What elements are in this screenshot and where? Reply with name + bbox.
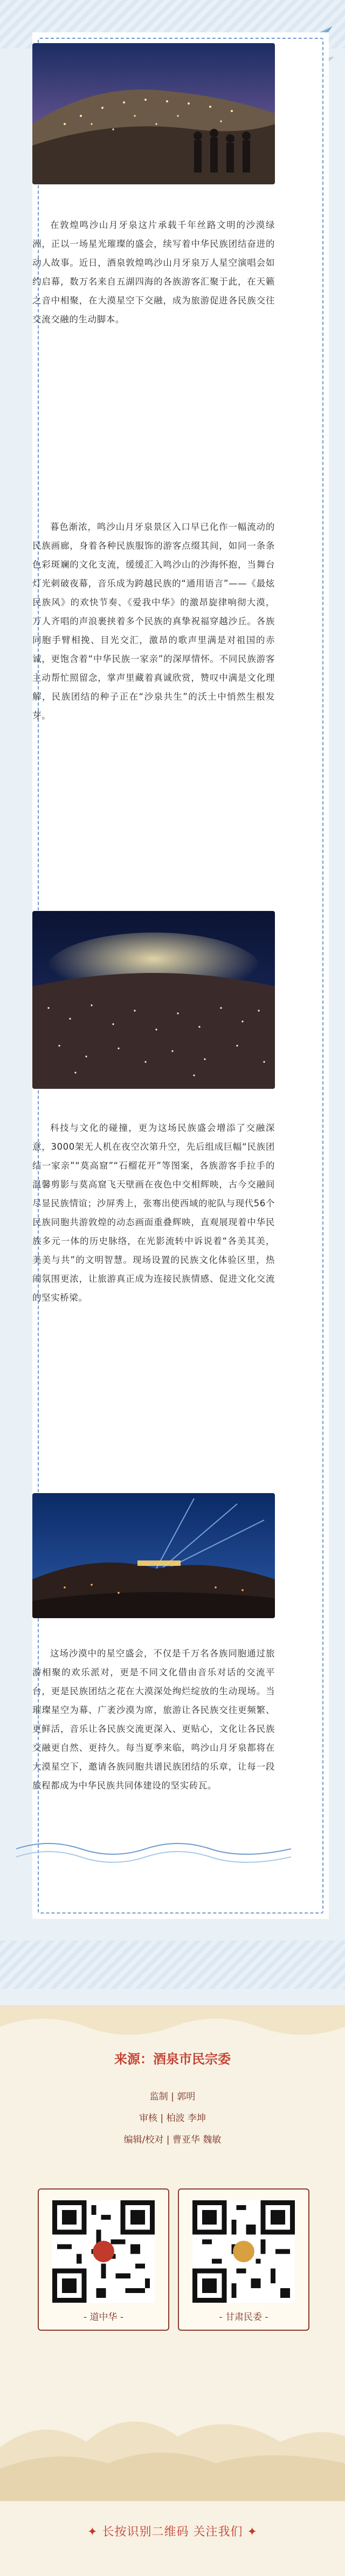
credit-reviewer: 审核 | 柏波 李坤 (139, 2113, 206, 2124)
article-paragraph-4: 这场沙漠中的星空盛会，不仅是千万名各族同胞通过旅游相聚的欢乐派对，更是不同文化借由音乐对话的交流平台，更是民族团结之花在大漠深处绚烂绽放的生动现场。当璀璨星空为幕、广袤沙漠为席，旅游让各民族交往更频繁、更鲜活，音乐让各民族交流更深入、更贴心，文化让各民族交融更自然、更持久。每当夏季来临，鸣沙山月牙泉都将在大漠星空下，邀请各族同胞共谱民族团结的乐章，让每一段旅程都成为中华民族共同体建设的坚实砖瓦。 (32, 1648, 275, 1791)
follow-us-prompt (0, 2523, 345, 2539)
footer-mountain-decoration (0, 2382, 345, 2501)
article-paragraph-1: 在敦煌鸣沙山月牙泉这片承载千年丝路文明的沙漠绿洲，正以一场星光璀璨的盛会，续写着中华民族团结奋进的动人故事。近日，酒泉敦煌鸣沙山月牙泉万人星空演唱会如约启幕，数万名来自五湖四海的各族游客汇聚于此，在天籁之音中相聚，在大漠星空下交融，成为旅游促进各民族交往交流交融的生动脚本。 (32, 220, 275, 324)
qr-code-icon (52, 2200, 155, 2303)
photo-dune-concert-dusk (32, 43, 275, 184)
qr-caption-daozhonghua: - 道中华 - (83, 2312, 124, 2323)
footer-section (0, 2005, 345, 2576)
ornament-right-icon: ✦ (243, 2525, 258, 2539)
footer-cloud-pattern (0, 2005, 345, 2038)
credits-block (0, 2086, 345, 2151)
ornament-left-icon: ✦ (87, 2525, 102, 2539)
bottom-stripe-decoration (0, 1940, 345, 1989)
article-paragraph-3: 科技与文化的碰撞，更为这场民族盛会增添了交融深意，3000架无人机在夜空次第升空，先后组成巨幅“民族团结一家亲”“莫高窟”“石榴花开”等图案，各族游客手拉手的温馨剪影与莫高窟飞天壁画在夜色中交相辉映，古今交融间尽显民族情谊；沙屏秀上，张骞出使西域的驼队与现代56个民族同胞共游敦煌的动态画面重叠辉映，直观展现着中华民族多元一体的历史脉络，在光影流转中诉说着“各美其美，美美与共”的文明智慧。现场设置的民族文化体验区里，热闹氛围更浓，让旅游真正成为连接民族情感、促进文化交流的坚实桥梁。 (32, 1123, 275, 1303)
photo-night-crowd-lights (32, 911, 275, 1089)
source-line: 来源：酒泉市民宗委 (114, 2052, 231, 2067)
credit-supervisor: 监制 | 郭明 (149, 2091, 196, 2102)
daozhonghua-logo-icon (93, 2241, 114, 2262)
follow-us-text: 长按识别二维码 关注我们 (102, 2525, 243, 2539)
photo-desert-light-show (32, 1493, 275, 1618)
wave-decoration (16, 1833, 291, 1865)
qr-card-daozhonghua[interactable] (38, 2188, 169, 2331)
qr-card-gansu-minwei[interactable] (178, 2188, 309, 2331)
article-paragraph-2: 暮色渐浓，鸣沙山月牙泉景区入口早已化作一幅流动的民族画廊，身着各种民族服饰的游客点缀其间，如同一条条色彩斑斓的文化支流，缓缓汇入鸣沙山的沙海怀抱，当舞台灯光刺破夜幕，音乐成为跨越民族的“通用语言”——《最炫民族风》的欢快节奏、《爱我中华》的激昂旋律响彻大漠，万人齐唱的声浪裹挟着多个民族的真挚祝福穿越沙丘。各族同胞手臂相挽、目光交汇，激昂的歌声里满是对祖国的赤诚，更饱含着“中华民族一家亲”的深厚情怀。不同民族游客主动帮忙照留念，掌声里藏着真诚欣赏，赞叹中满是文化理解，民族团结的种子正在“沙泉共生”的沃土中悄然生根发芽。 (32, 522, 275, 721)
qr-code-icon (192, 2200, 295, 2303)
gansu-minwei-logo-icon (233, 2241, 254, 2262)
credit-editor: 编辑/校对 | 曹亚华 魏敏 (123, 2135, 222, 2145)
qr-caption-gansu-minwei: - 甘肃民委 - (219, 2312, 268, 2323)
